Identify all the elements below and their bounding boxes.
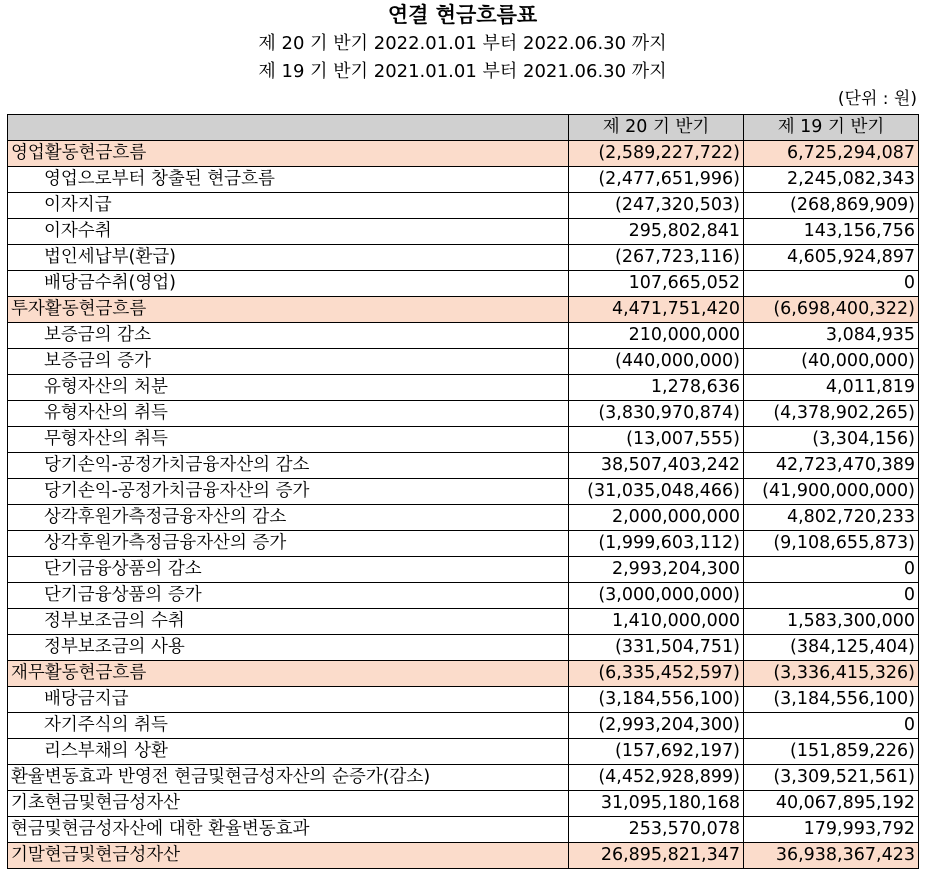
table-row	[8, 375, 919, 401]
table-row	[8, 661, 919, 687]
current-period-value: (331,504,751)	[569, 635, 744, 661]
current-period-value: 2,993,204,300	[569, 557, 744, 583]
current-period-value: 31,095,180,168	[569, 791, 744, 817]
prior-period-value: 4,802,720,233	[744, 505, 919, 531]
row-label: 당기손익-공정가치금융자산의 증가	[8, 479, 569, 505]
row-label: 배당금수취(영업)	[8, 271, 569, 297]
table-row	[8, 609, 919, 635]
row-label: 배당금지급	[8, 687, 569, 713]
table-row	[8, 557, 919, 583]
table-row	[8, 817, 919, 843]
row-label: 기말현금및현금성자산	[8, 843, 569, 869]
table-row	[8, 219, 919, 245]
prior-period-value: (151,859,226)	[744, 739, 919, 765]
current-period-value: (1,999,603,112)	[569, 531, 744, 557]
prior-period-value: 2,245,082,343	[744, 167, 919, 193]
current-period-value: (13,007,555)	[569, 427, 744, 453]
table-row	[8, 427, 919, 453]
row-label: 환율변동효과 반영전 현금및현금성자산의 순증가(감소)	[8, 765, 569, 791]
prior-period-value: 143,156,756	[744, 219, 919, 245]
table-row	[8, 271, 919, 297]
row-label: 법인세납부(환급)	[8, 245, 569, 271]
table-row	[8, 297, 919, 323]
table-row	[8, 349, 919, 375]
prior-period-value: 4,011,819	[744, 375, 919, 401]
prior-period-value: 1,583,300,000	[744, 609, 919, 635]
current-period-value: (157,692,197)	[569, 739, 744, 765]
row-label: 유형자산의 처분	[8, 375, 569, 401]
current-period-value: (3,184,556,100)	[569, 687, 744, 713]
prior-period-value: 0	[744, 713, 919, 739]
prior-period-value: 179,993,792	[744, 817, 919, 843]
row-label: 영업으로부터 창출된 현금흐름	[8, 167, 569, 193]
prior-period-value: 4,605,924,897	[744, 245, 919, 271]
current-period-value: (3,000,000,000)	[569, 583, 744, 609]
row-label: 유형자산의 취득	[8, 401, 569, 427]
row-label: 정부보조금의 수취	[8, 609, 569, 635]
current-period-value: (2,589,227,722)	[569, 141, 744, 167]
row-label: 무형자산의 취득	[8, 427, 569, 453]
table-row	[8, 739, 919, 765]
table-row	[8, 713, 919, 739]
prior-period-value: (3,336,415,326)	[744, 661, 919, 687]
prior-period-value: 6,725,294,087	[744, 141, 919, 167]
table-row	[8, 687, 919, 713]
row-label: 기초현금및현금성자산	[8, 791, 569, 817]
current-period-value: (2,477,651,996)	[569, 167, 744, 193]
current-period-value: 295,802,841	[569, 219, 744, 245]
current-period-value: (2,993,204,300)	[569, 713, 744, 739]
table-header-row	[8, 115, 919, 141]
row-label: 현금및현금성자산에 대한 환율변동효과	[8, 817, 569, 843]
prior-period-value: 0	[744, 271, 919, 297]
table-row	[8, 453, 919, 479]
table-row	[8, 245, 919, 271]
table-row	[8, 583, 919, 609]
current-period-value: 26,895,821,347	[569, 843, 744, 869]
prior-period-value: (384,125,404)	[744, 635, 919, 661]
row-label: 상각후원가측정금융자산의 감소	[8, 505, 569, 531]
current-period-value: 2,000,000,000	[569, 505, 744, 531]
current-period-value: 210,000,000	[569, 323, 744, 349]
current-period-value: (247,320,503)	[569, 193, 744, 219]
table-row	[8, 635, 919, 661]
table-row	[8, 479, 919, 505]
table-row	[8, 401, 919, 427]
current-period-value: 107,665,052	[569, 271, 744, 297]
table-row	[8, 193, 919, 219]
row-label: 투자활동현금흐름	[8, 297, 569, 323]
table-row	[8, 791, 919, 817]
current-period-value: 38,507,403,242	[569, 453, 744, 479]
current-period-value: (4,452,928,899)	[569, 765, 744, 791]
header-prior-period: 제 19 기 반기	[744, 115, 919, 141]
row-label: 리스부채의 상환	[8, 739, 569, 765]
prior-period-value: 36,938,367,423	[744, 843, 919, 869]
row-label: 자기주식의 취득	[8, 713, 569, 739]
row-label: 보증금의 감소	[8, 323, 569, 349]
current-period-value: (6,335,452,597)	[569, 661, 744, 687]
row-label: 단기금융상품의 증가	[8, 583, 569, 609]
current-period-value: (267,723,116)	[569, 245, 744, 271]
table-row	[8, 531, 919, 557]
prior-period-value: (3,309,521,561)	[744, 765, 919, 791]
statement-title: 연결 현금흐름표	[387, 3, 538, 27]
prior-period-value: (40,000,000)	[744, 349, 919, 375]
table-row	[8, 505, 919, 531]
row-label: 상각후원가측정금융자산의 증가	[8, 531, 569, 557]
prior-period-value: 42,723,470,389	[744, 453, 919, 479]
table-row	[8, 141, 919, 167]
header-label-column	[8, 115, 569, 141]
table-row	[8, 765, 919, 791]
prior-period-value: (9,108,655,873)	[744, 531, 919, 557]
prior-period-line: 제 19 기 반기 2021.01.01 부터 2021.06.30 까지	[258, 61, 667, 82]
row-label: 당기손익-공정가치금융자산의 감소	[8, 453, 569, 479]
table-row	[8, 167, 919, 193]
prior-period-value: (3,304,156)	[744, 427, 919, 453]
current-period-value: (31,035,048,466)	[569, 479, 744, 505]
current-period-value: (440,000,000)	[569, 349, 744, 375]
row-label: 이자수취	[8, 219, 569, 245]
current-period-value: (3,830,970,874)	[569, 401, 744, 427]
prior-period-value: (268,869,909)	[744, 193, 919, 219]
unit-label: (단위 : 원)	[837, 89, 917, 109]
row-label: 재무활동현금흐름	[8, 661, 569, 687]
current-period-line: 제 20 기 반기 2022.01.01 부터 2022.06.30 까지	[258, 33, 667, 54]
prior-period-value: 0	[744, 557, 919, 583]
row-label: 이자지급	[8, 193, 569, 219]
table-row	[8, 323, 919, 349]
current-period-value: 253,570,078	[569, 817, 744, 843]
current-period-value: 1,278,636	[569, 375, 744, 401]
row-label: 보증금의 증가	[8, 349, 569, 375]
header-current-period: 제 20 기 반기	[569, 115, 744, 141]
prior-period-value: (41,900,000,000)	[744, 479, 919, 505]
prior-period-value: 3,084,935	[744, 323, 919, 349]
prior-period-value: (3,184,556,100)	[744, 687, 919, 713]
prior-period-value: 0	[744, 583, 919, 609]
row-label: 단기금융상품의 감소	[8, 557, 569, 583]
prior-period-value: (6,698,400,322)	[744, 297, 919, 323]
current-period-value: 4,471,751,420	[569, 297, 744, 323]
table-row	[8, 843, 919, 869]
row-label: 영업활동현금흐름	[8, 141, 569, 167]
row-label: 정부보조금의 사용	[8, 635, 569, 661]
prior-period-value: (4,378,902,265)	[744, 401, 919, 427]
cash-flow-table	[7, 114, 919, 869]
prior-period-value: 40,067,895,192	[744, 791, 919, 817]
current-period-value: 1,410,000,000	[569, 609, 744, 635]
